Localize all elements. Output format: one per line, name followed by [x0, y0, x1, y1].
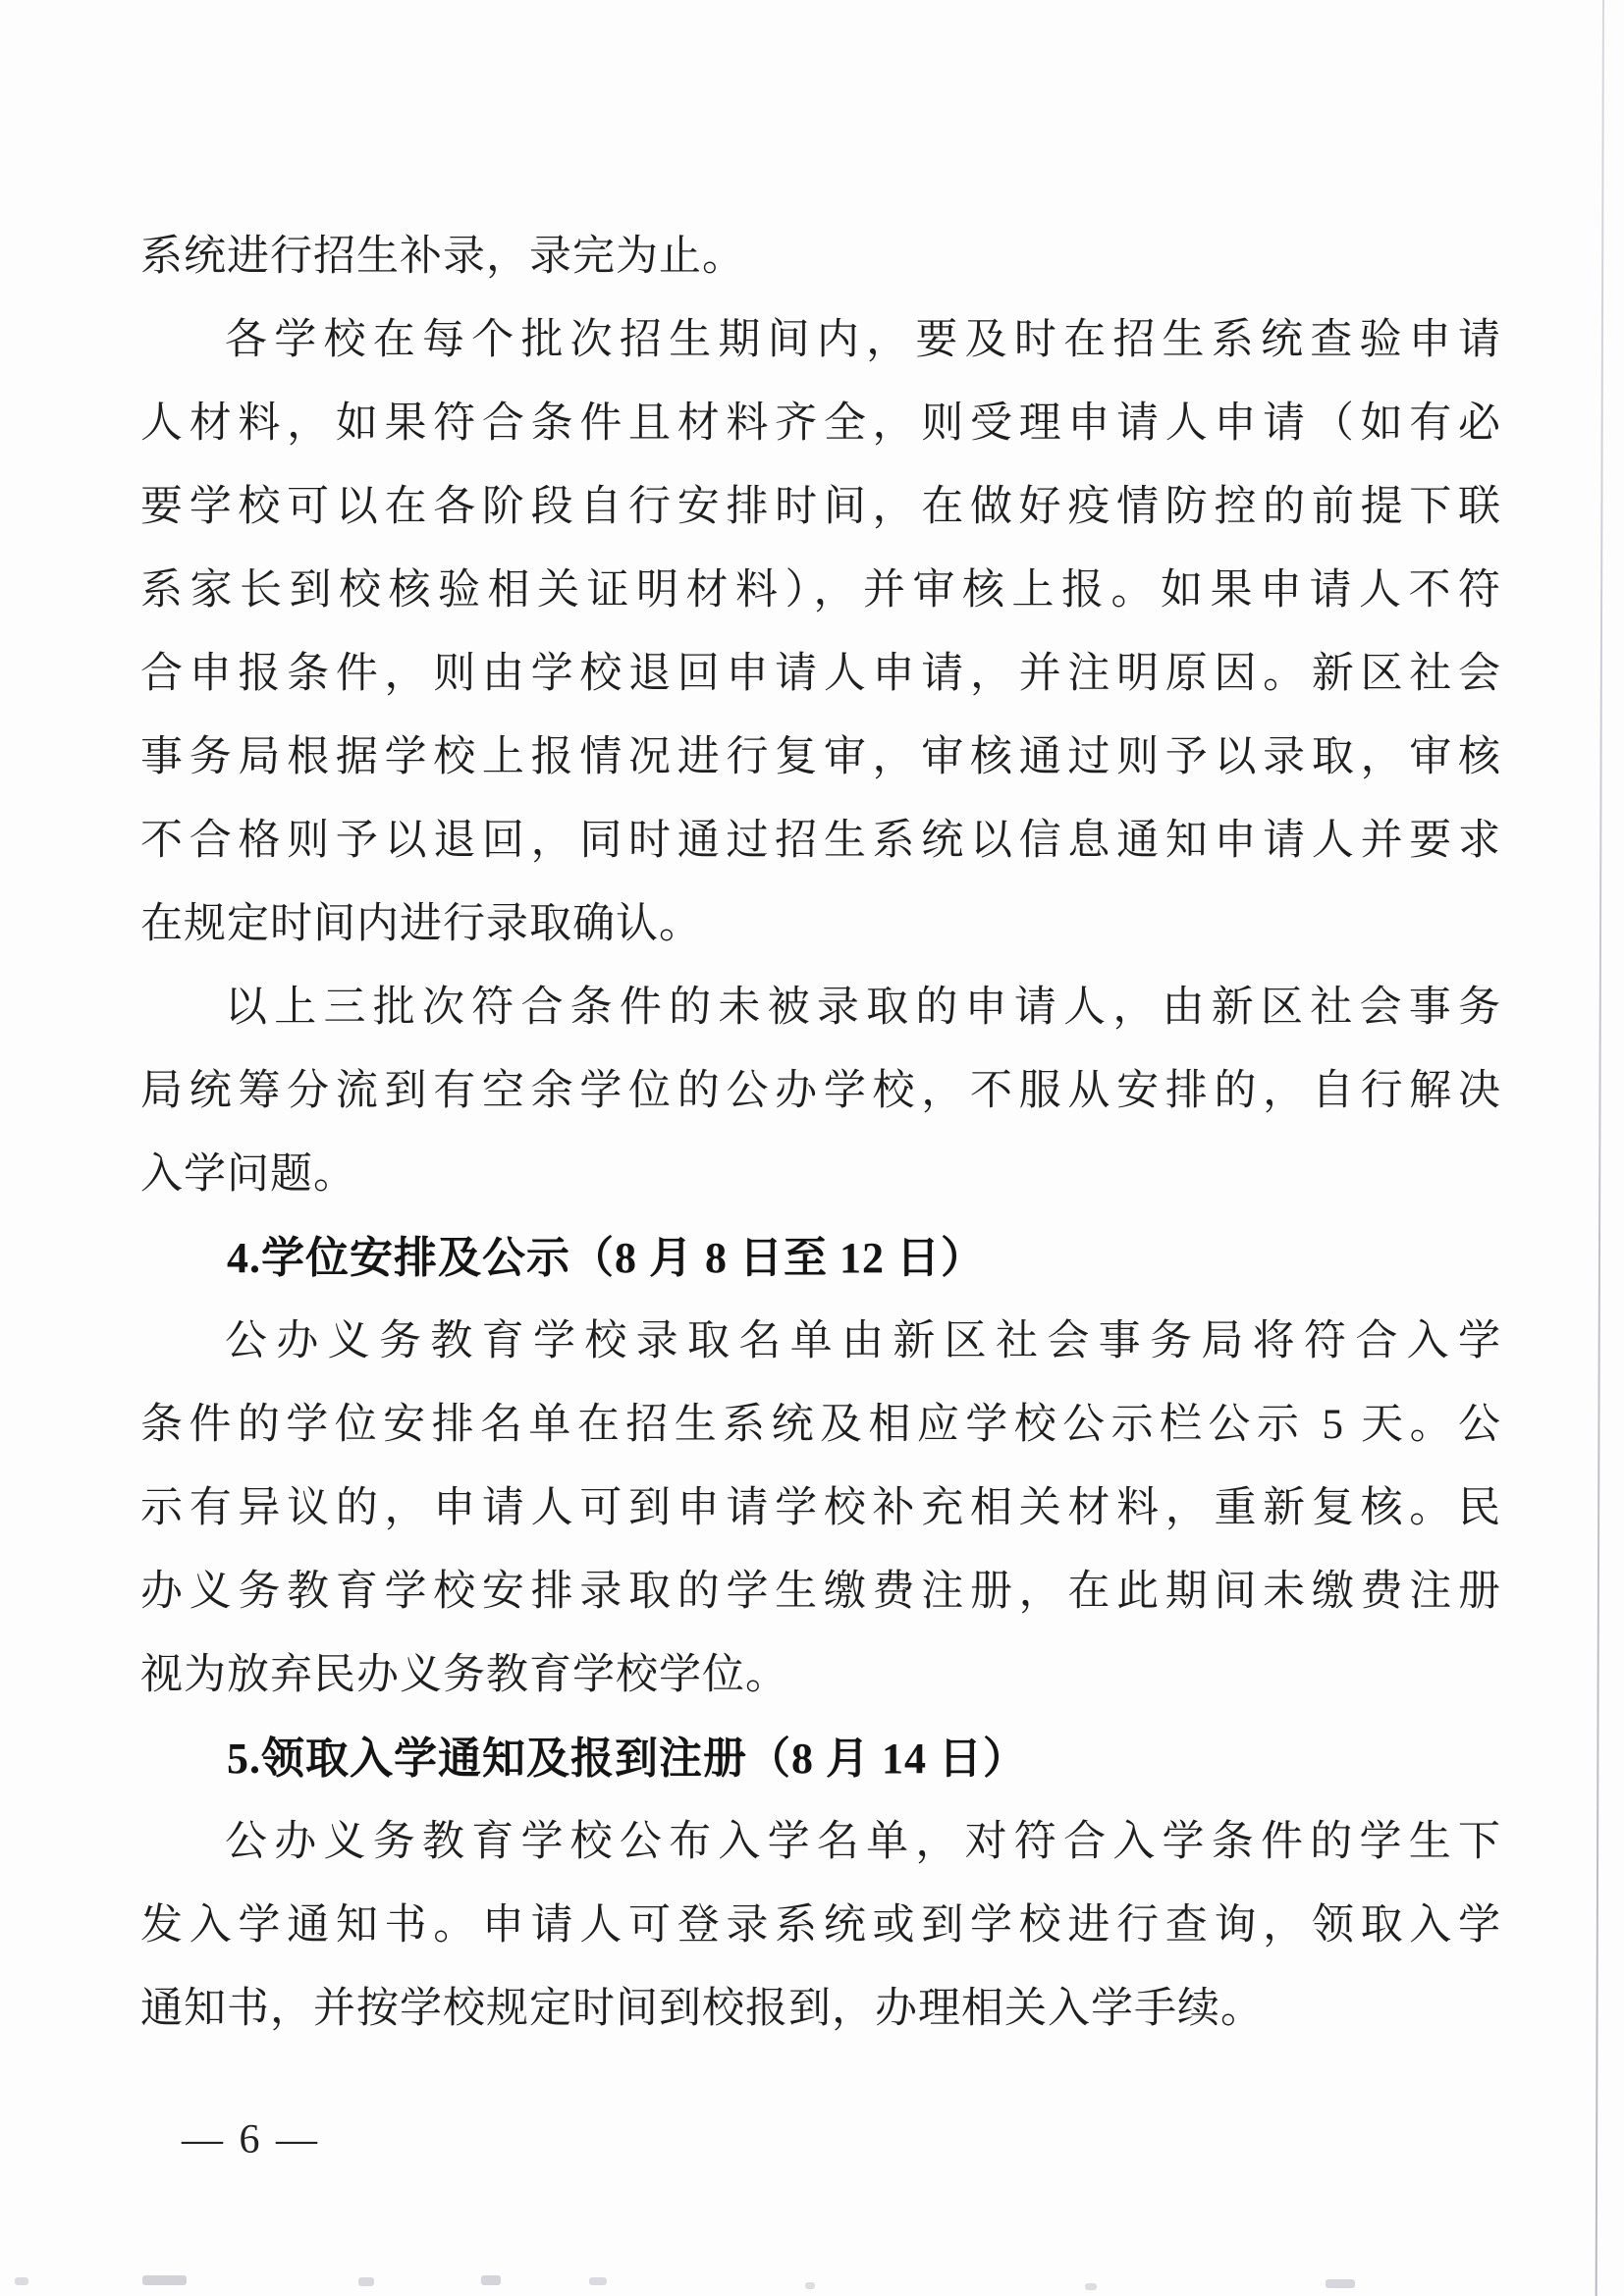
text-line: 在规定时间内进行录取确认。: [140, 901, 702, 947]
paragraph: [140, 1800, 1501, 2051]
text-line: 通知书，并按学校规定时间到校报到，办理相关入学手续。: [140, 1986, 1264, 2032]
section-heading: [140, 1717, 1501, 1800]
text-line: 各学校在每个批次招生期间内，要及时在招生系统查验申请: [225, 317, 1501, 363]
page-number: — 6 —: [182, 2117, 320, 2163]
section-heading: [140, 1216, 1501, 1300]
text-line: 公办义务教育学校录取名单由新区社会事务局将符合入学: [225, 1318, 1501, 1364]
scan-smudge: [481, 2275, 501, 2285]
text-line: 条件的学位安排名单在招生系统及相应学校公示栏公示 5 天。公: [140, 1402, 1501, 1448]
text-line: 局统筹分流到有空余学位的公办学校，不服从安排的，自行解决: [140, 1068, 1501, 1114]
scan-smudge: [358, 2277, 374, 2286]
paragraph: [140, 1300, 1501, 1717]
text-line: 不合格则予以退回，同时通过招生系统以信息通知申请人并要求: [140, 818, 1501, 864]
text-line: 示有异议的，申请人可到申请学校补充相关材料，重新复核。民: [140, 1485, 1501, 1531]
text-line: 事务局根据学校上报情况进行复审，审核通过则予以录取，审核: [140, 734, 1501, 780]
text-line: 4.学位安排及公示（8 月 8 日至 12 日）: [227, 1234, 985, 1282]
scan-smudge: [15, 2277, 28, 2285]
text-line: 公办义务教育学校公布入学名单，对符合入学条件的学生下: [225, 1819, 1501, 1865]
text-line: 要学校可以在各阶段自行安排时间，在做好疫情防控的前提下联: [140, 484, 1501, 530]
text-line: 办义务教育学校安排录取的学生缴费注册，在此期间未缴费注册: [140, 1569, 1501, 1615]
text-line: 发入学通知书。申请人可登录系统或到学校进行查询，领取入学: [140, 1902, 1501, 1949]
scan-smudge: [589, 2277, 607, 2285]
paragraph: [140, 215, 1501, 298]
paragraph: [140, 298, 1501, 966]
scan-smudge: [805, 2282, 815, 2289]
paragraph: [140, 966, 1501, 1216]
scan-edge-line: [1596, 0, 1604, 2296]
scan-smudge: [142, 2275, 187, 2285]
text-line: 系统进行招生补录，录完为止。: [140, 234, 745, 280]
text-line: 视为放弃民办义务教育学校学位。: [140, 1652, 788, 1698]
text-line: 以上三批次符合条件的未被录取的申请人，由新区社会事务: [225, 985, 1501, 1031]
text-line: 人材料，如果符合条件且材料齐全，则受理申请人申请（如有必: [140, 400, 1501, 447]
text-line: 系家长到校核验相关证明材料），并审核上报。如果申请人不符: [140, 567, 1501, 614]
text-line: 入学问题。: [140, 1151, 356, 1198]
scan-smudge: [1085, 2283, 1097, 2290]
document-text-block: [140, 215, 1501, 2051]
text-line: 5.领取入学通知及报到注册（8 月 14 日）: [227, 1735, 1027, 1783]
scan-smudge: [1326, 2279, 1355, 2288]
text-line: 合申报条件，则由学校退回申请人申请，并注明原因。新区社会: [140, 651, 1501, 697]
